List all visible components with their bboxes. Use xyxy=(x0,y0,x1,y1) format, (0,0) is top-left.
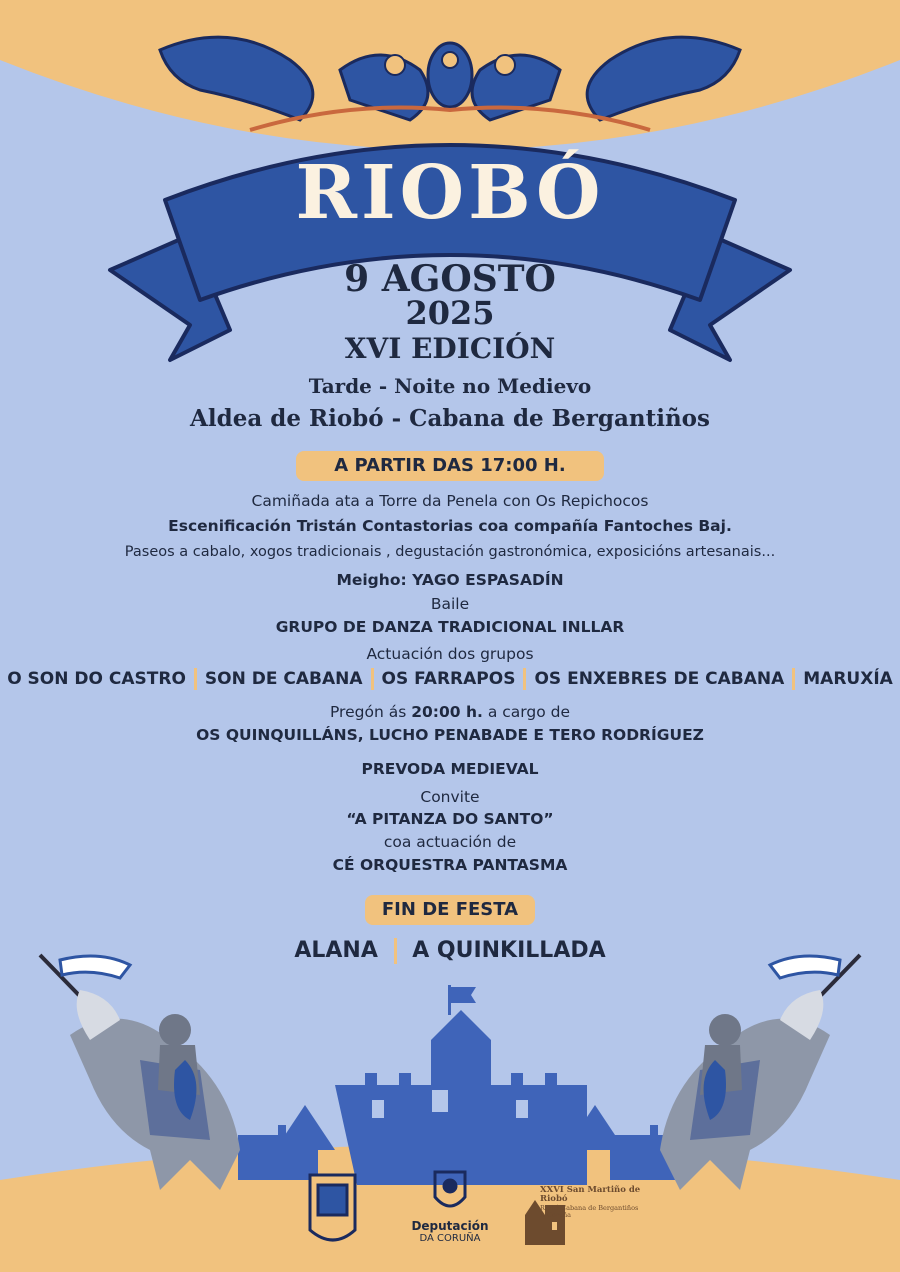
baile-group: GRUPO DE DANZA TRADICIONAL INLLAR xyxy=(275,618,625,636)
cabana-coat-of-arms xyxy=(310,1175,355,1240)
title: RIOBÓ xyxy=(295,150,605,236)
group-item: O SON DO CASTRO xyxy=(7,669,186,689)
groups-list xyxy=(0,668,900,690)
group-separator xyxy=(792,668,795,690)
event-subtitle: Tarde - Noite no Medievo xyxy=(308,374,592,398)
event-year: 2025 xyxy=(405,294,495,332)
schedule-line-activities: Paseos a cabalo, xogos tradicionais , degustación gastronómica, exposicións artesanais... xyxy=(124,544,776,560)
pregon-suffix: a cargo de xyxy=(487,703,570,721)
castle-silhouette xyxy=(238,985,690,1185)
prevoda: PREVODA MEDIEVAL xyxy=(361,760,539,778)
group-separator xyxy=(371,668,374,690)
fin-acts xyxy=(0,938,900,964)
group-item: OS FARRAPOS xyxy=(381,669,516,689)
deputacion-line2: DA CORUÑA xyxy=(419,1233,481,1245)
orquestra: CÉ ORQUESTRA PANTASMA xyxy=(332,856,568,874)
san-martino-line2: Riobó-Cabana de Bergantiños xyxy=(540,1203,639,1212)
pregon-time: 20:00 h. xyxy=(411,703,483,721)
san-martino-line3: A Coruña xyxy=(540,1210,572,1219)
fin-act: A QUINKILLADA xyxy=(412,938,606,963)
event-location: Aldea de Riobó - Cabana de Bergantiños xyxy=(190,405,710,432)
san-martino-text xyxy=(540,1186,650,1219)
pregon-line xyxy=(0,703,900,721)
deputacion-line1: Deputación xyxy=(411,1219,489,1233)
meigho-line xyxy=(0,571,900,589)
schedule-line-walk: Camiñada ata a Torre da Penela con Os Repichocos xyxy=(251,492,649,510)
san-martino-line1: XXVI San Martiño de Riobó xyxy=(540,1185,641,1205)
pregon-prefix: Pregón ás xyxy=(329,703,407,721)
left-knight-illustration xyxy=(40,955,240,1190)
group-item: SON DE CABANA xyxy=(204,669,363,689)
meigho-label: Meigho: xyxy=(336,571,407,589)
coa-label: coa actuación de xyxy=(383,833,517,851)
actuacion-label: Actuación dos grupos xyxy=(366,645,534,663)
convite-label: Convite xyxy=(420,788,480,806)
group-item: MARUXÍA xyxy=(803,669,893,689)
deputacion-name xyxy=(400,1220,500,1244)
group-separator xyxy=(523,668,526,690)
fin-act: ALANA xyxy=(294,938,378,963)
group-separator xyxy=(194,668,197,690)
start-time-badge: A PARTIR DAS 17:00 H. xyxy=(296,451,604,481)
baile-label: Baile xyxy=(430,595,470,613)
pregon-names: OS QUINQUILLÁNS, LUCHO PENABADE E TERO RODRÍGUEZ xyxy=(196,726,704,744)
fin-separator xyxy=(394,938,397,964)
fin-de-festa-badge: FIN DE FESTA xyxy=(365,895,535,925)
event-date: 9 AGOSTO xyxy=(344,258,556,300)
edition: XVI EDICIÓN xyxy=(344,332,556,365)
right-knight-illustration xyxy=(660,955,860,1190)
convite-name: “A PITANZA DO SANTO” xyxy=(346,810,554,828)
schedule-line-staging: Escenificación Tristán Contastorias coa compañía Fantoches Baj. xyxy=(168,517,732,535)
group-item: OS ENXEBRES DE CABANA xyxy=(534,669,785,689)
meigho-name: YAGO ESPASADÍN xyxy=(412,571,564,589)
